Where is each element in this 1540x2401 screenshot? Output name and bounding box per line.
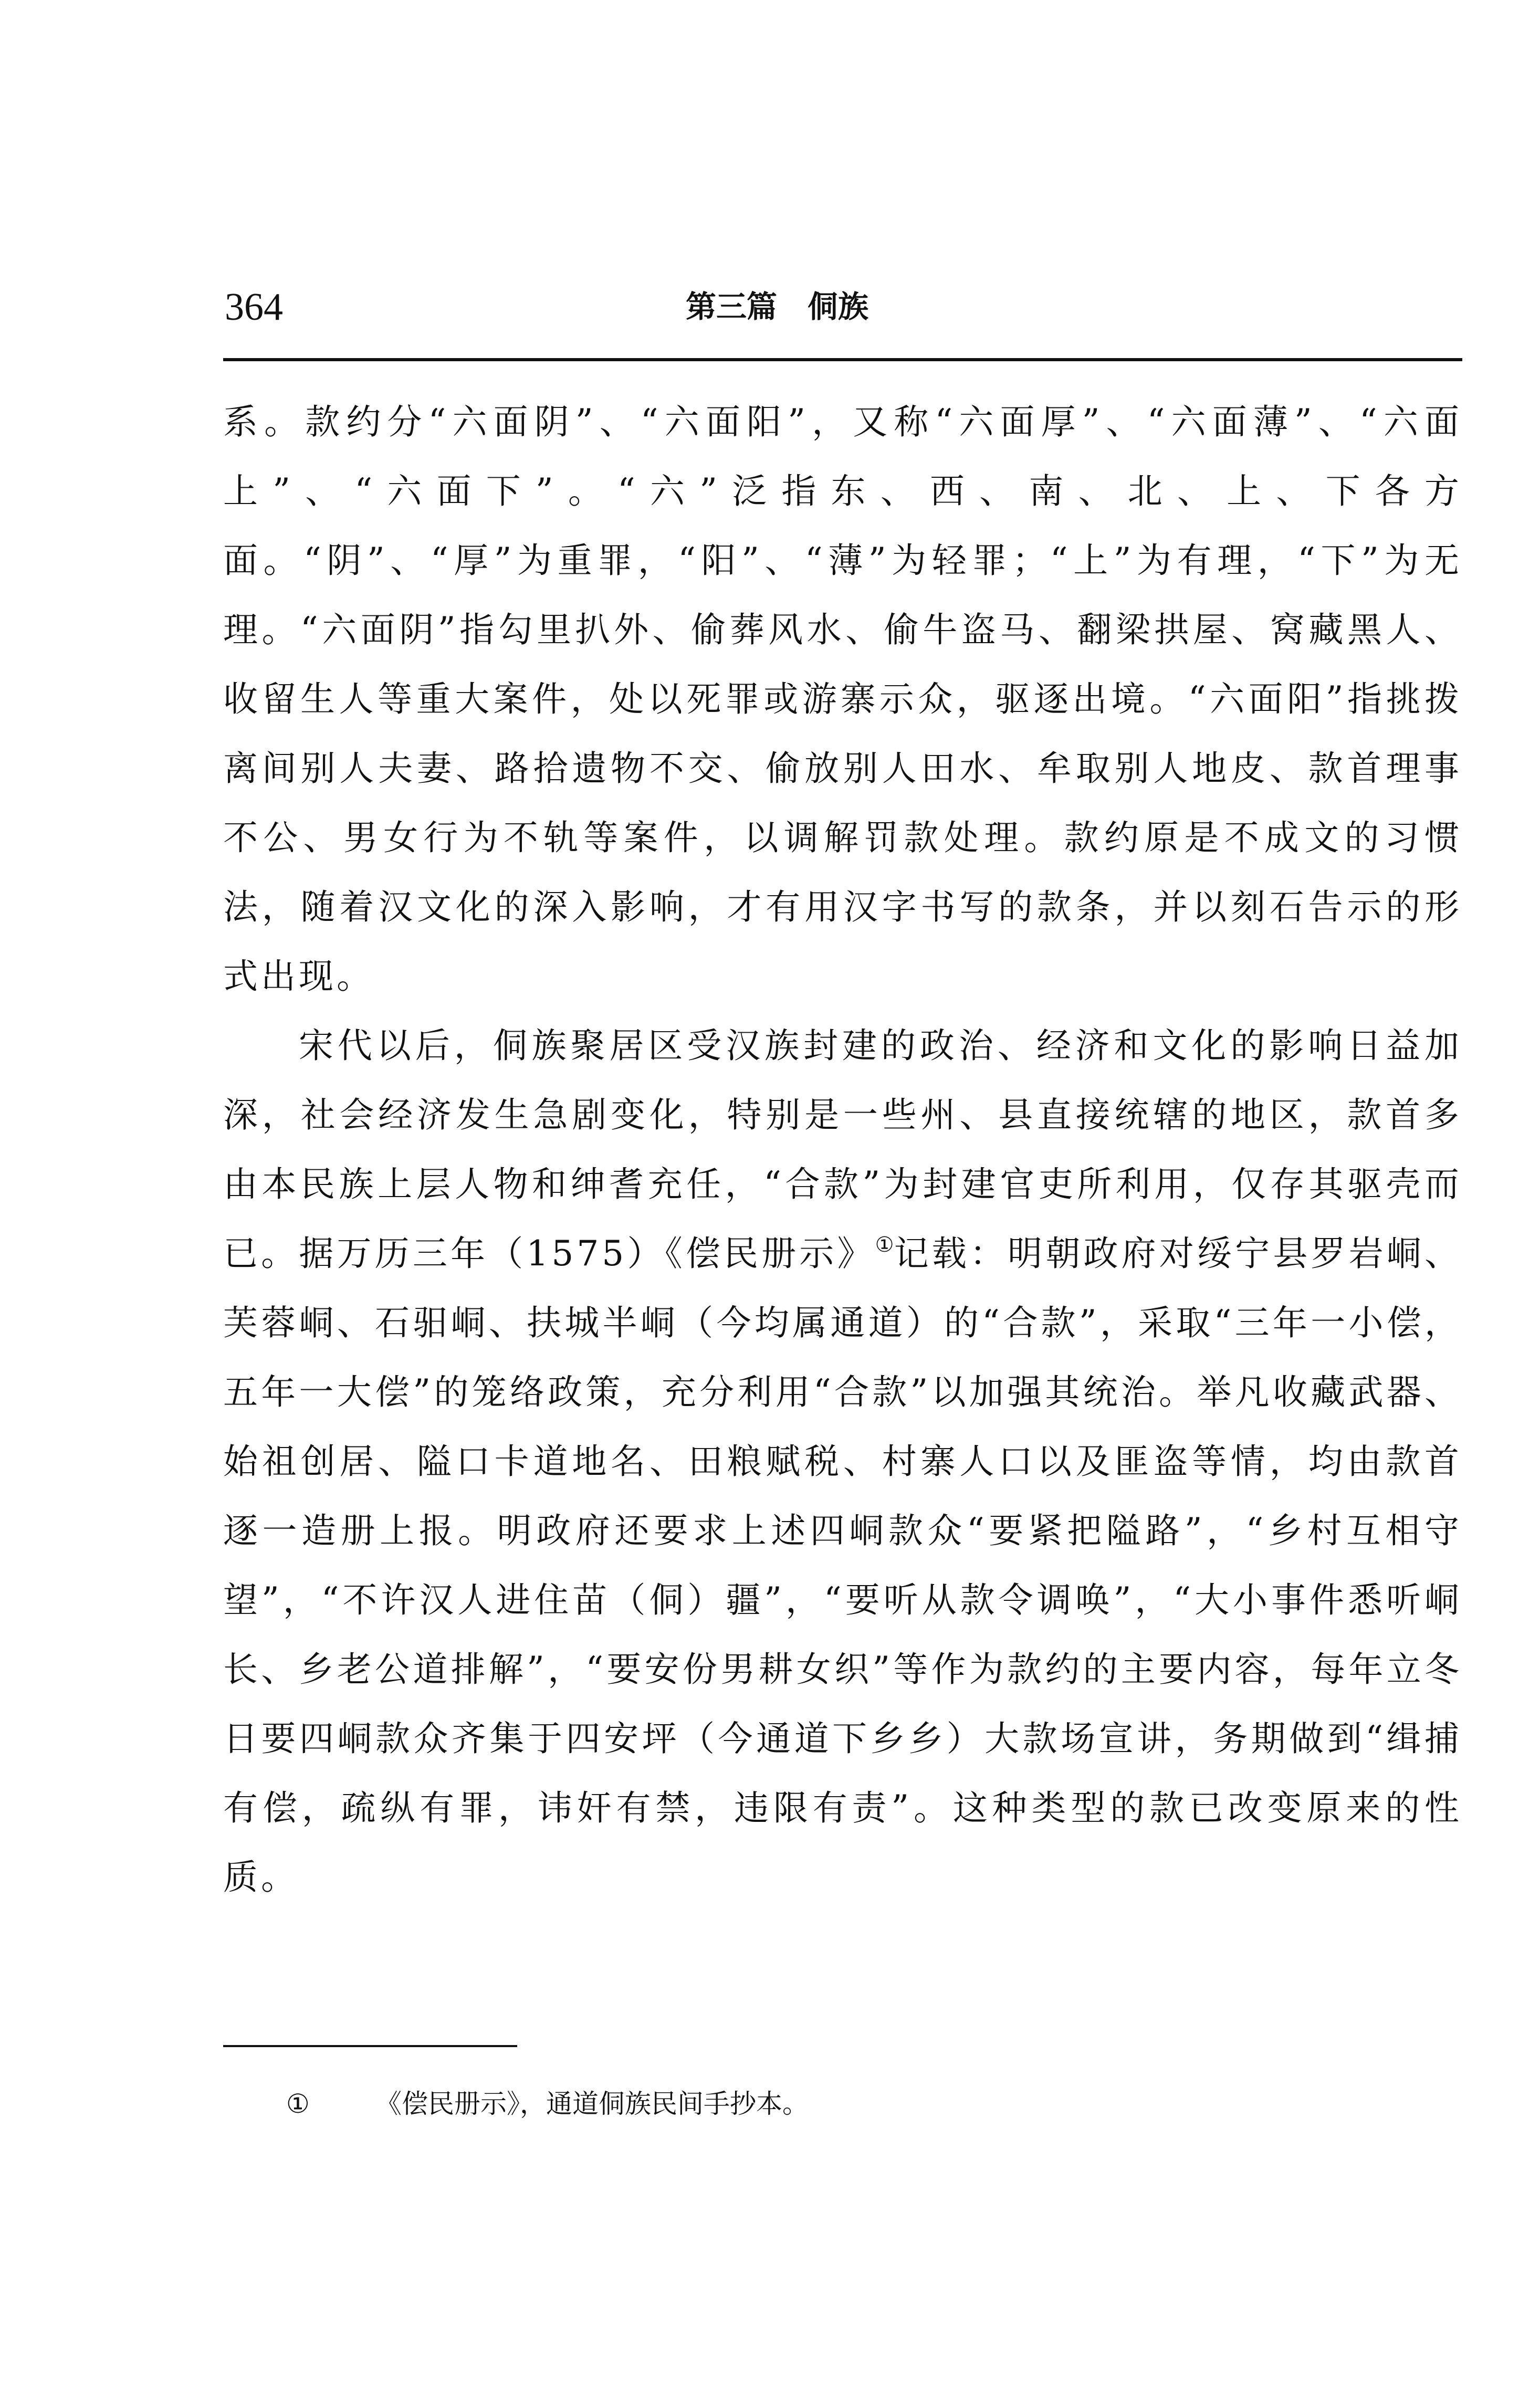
paragraph-2-part-2: 记载：明朝政府对绥宁县罗岩峒、芙蓉峒、石驲峒、扶城半峒（今均属通道）的“合款”，采取“三年一小偿，五年一大偿”的笼络政策，充分利用“合款”以加强其统治。举凡收藏武器、始祖创居、隘口卡道地名、田粮赋税、村寨人口以及匪盗等情，均由款首逐一造册上报。明政府还要求上述四峒款众“要紧把隘路”，“乡村互相守望”，“不许汉人进住苗（侗）疆”，“要听从款令调唤”，“大小事件悉听峒长、乡老公道排解”，“要安份男耕女织”等作为款约的主要内容，每年立冬日要四峒款众齐集于四安坪（今通道下乡乡）大款场宣讲，务期做到“缉捕有偿，疏纵有罪，讳奸有禁，违限有责”。这种类型的款已改变原来的性质。 [223,1233,1463,1897]
paragraph-2-part-1: 宋代以后，侗族聚居区受汉族封建的政治、经济和文化的影响日益加深，社会经济发生急剧变化，特别是一些州、县直接统辖的地区，款首多由本民族上层人物和绅耆充任，“合款”为封建官吏所利用，仅存其驱壳而已。据万历三年（1575）《偿民册示》 [223,1025,1462,1274]
footnote-marker: ① [286,2089,310,2119]
note-reference[interactable]: ① [875,1233,894,1257]
body-text [223,387,1462,1912]
footnote-rule [223,2045,517,2047]
footnote-text: 《偿民册示》，通道侗族民间手抄本。 [375,2089,809,2119]
running-head: 第三篇 侗族 [685,289,868,324]
page-number: 364 [225,286,283,329]
footnote [286,2087,1441,2121]
paragraph-1: 系。款约分“六面阴”、“六面阳”，又称“六面厚”、“六面薄”、“六面上”、“六面下”。“六”泛指东、西、南、北、上、下各方面。“阴”、“厚”为重罪，“阳”、“薄”为轻罪；“上”为有理，“下”为无理。“六面阴”指勾里扒外、偷葬风水、偷牛盗马、翻梁拱屋、窝藏黑人、收留生人等重大案件，处以死罪或游寨示众，驱逐出境。“六面阳”指挑拨离间别人夫妻、路拾遗物不交、偷放别人田水、牟取别人地皮、款首理事不公、男女行为不轨等案件，以调解罚款处理。款约原是不成文的习惯法，随着汉文化的深入影响，才有用汉字书写的款条，并以刻石告示的形式出现。 [223,402,1462,997]
paragraph-2 [223,1011,1462,1912]
header-rule [223,358,1462,361]
